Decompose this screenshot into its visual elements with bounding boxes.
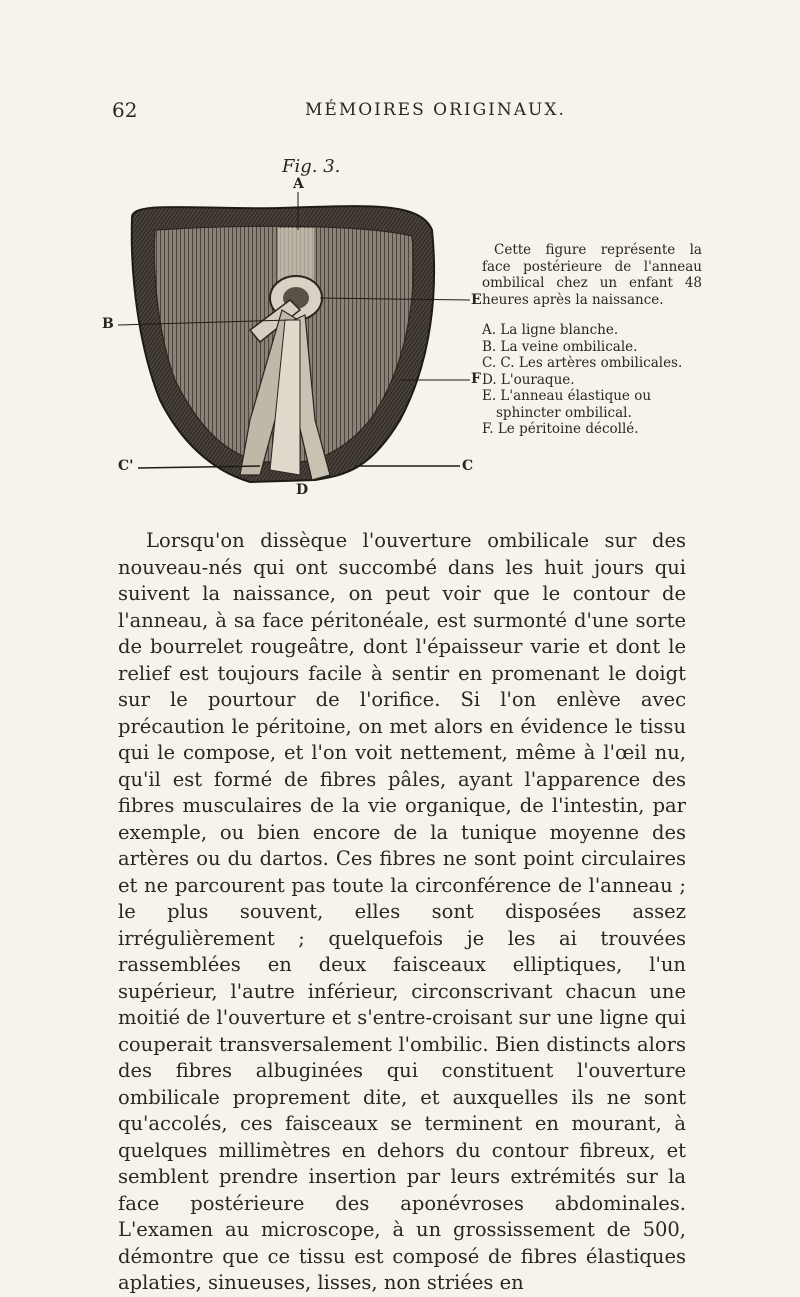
umbilical-ring-engraving	[100, 170, 485, 510]
body-paragraph: Lorsqu'on dissèque l'ouverture ombilicale sur des nouveau-nés qui ont succombé dans les huit jours qui suivent la naissance, on peut voir que le contour de l'anneau, à sa face péritonéale, est surmonté d'une sorte de bourrelet rougeâtre, dont l'épaisseur varie et dont le relief est toujours facile à sentir en promenant le doigt sur le pourtour de l'orifice. Si l'on enlève avec précaution le péritoine, on met alors en évidence le tissu qui le compose, et l'on voit nettement, même à l'œil nu, qu'il est formé de fibres pâles, ayant l'apparence des fibres musculaires de la vie organique, de l'intestin, par exemple, ou bien encore de la tunique moyenne des artères ou du dartos. Ces fibres ne sont point circulaires et ne parcourent pas toute la circonférence de l'anneau ; le plus souvent, elles sont disposées assez irrégulièrement ; quelquefois je les ai trouvées rassemblées en deux faisceaux elliptiques, l'un supérieur, l'autre inférieur, circonscrivant chacun une moitié de l'ouverture et s'entre-croisant sur une ligne qui couperait transversalement l'ombilic. Bien distincts alors des fibres albuginées qui constituent l'ouverture ombilicale proprement dite, et auxquelles ils ne sont qu'accolés, ces faisceaux se terminent en mourant, à quelques millimètres en dehors du contour fibreux, et semblent prendre insertion par leurs extrémités sur la face postérieure des aponévroses abdominales. L'examen au microscope, à un grossissement de 500, démontre que ce tissu est composé de fibres élastiques aplaties, sinueuses, lisses, non striées en	[118, 529, 686, 1294]
legend-item: A. La ligne blanche.	[482, 322, 619, 338]
legend-item: E. L'anneau élastique ou sphincter ombilical.	[482, 388, 652, 421]
page-number: 62	[112, 98, 138, 122]
legend-item: C. C. Les artères ombilicales.	[482, 355, 683, 371]
legend-item: F. Le péritoine décollé.	[482, 421, 639, 437]
running-title: MÉMOIRES ORIGINAUX.	[305, 100, 566, 120]
figure-letter-c-left: C'	[118, 458, 134, 474]
figure-letter-d: D	[296, 482, 309, 498]
anatomical-figure	[100, 170, 485, 510]
figure-letter-a: A	[293, 176, 304, 192]
figure-caption	[482, 242, 702, 438]
figure-label: Fig. 3.	[282, 156, 341, 177]
legend-item: D. L'ouraque.	[482, 371, 575, 388]
figure-letter-f: F	[471, 371, 481, 387]
figure-legend	[482, 322, 702, 438]
figure-letter-e: E	[471, 292, 482, 308]
figure-letter-b: B	[102, 316, 114, 332]
body-text	[118, 528, 686, 1297]
figure-letter-c-right: C	[462, 458, 474, 474]
caption-text: Cette figure représente la face postérieure de l'anneau ombilical chez un enfant 48 heures après la naissance.	[482, 242, 702, 308]
legend-item: B. La veine ombilicale.	[482, 338, 638, 355]
